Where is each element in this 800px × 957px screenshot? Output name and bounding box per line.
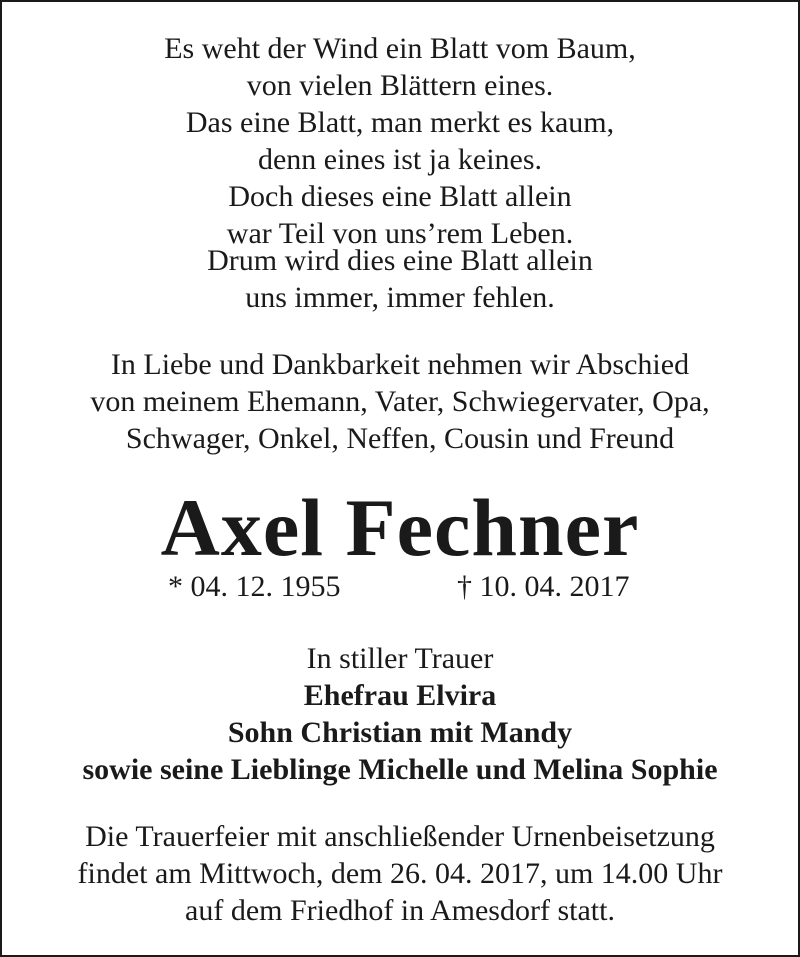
intro-line: von meinem Ehemann, Vater, Schwiegervater, Opa, — [90, 385, 710, 418]
poem-line: Drum wird dies eine Blatt allein — [207, 244, 593, 277]
death-date: † 10. 04. 2017 — [457, 570, 630, 603]
funeral-line: findet am Mittwoch, dem 26. 04. 2017, um 14.00 Uhr — [77, 857, 723, 890]
intro-line: Schwager, Onkel, Neffen, Cousin und Freund — [125, 422, 675, 455]
funeral-line: Die Trauerfeier mit anschließender Urnenbeisetzung — [85, 820, 715, 853]
poem-line: denn eines ist ja keines. — [257, 143, 543, 176]
poem-line: Doch dieses eine Blatt allein — [228, 180, 572, 213]
mourner-name: Ehefrau Elvira — [303, 679, 497, 712]
poem-line: Es weht der Wind ein Blatt vom Baum, — [164, 32, 636, 65]
poem-line: war Teil von uns’rem Leben. — [226, 217, 574, 250]
mourner-name: sowie seine Lieblinge Michelle und Melina Sophie — [82, 753, 718, 786]
mourners-heading: In stiller Trauer — [306, 642, 494, 675]
mourner-name: Sohn Christian mit Mandy — [227, 716, 573, 749]
poem-line: von vielen Blättern eines. — [246, 69, 554, 102]
funeral-line: auf dem Friedhof in Amesdorf statt. — [185, 894, 615, 927]
deceased-name: Axel Fechner — [160, 482, 640, 573]
poem-line: Das eine Blatt, man merkt es kaum, — [185, 106, 615, 139]
intro-line: In Liebe und Dankbarkeit nehmen wir Abschied — [110, 348, 690, 381]
poem-line: uns immer, immer fehlen. — [245, 281, 555, 314]
birth-date: * 04. 12. 1955 — [168, 570, 341, 603]
